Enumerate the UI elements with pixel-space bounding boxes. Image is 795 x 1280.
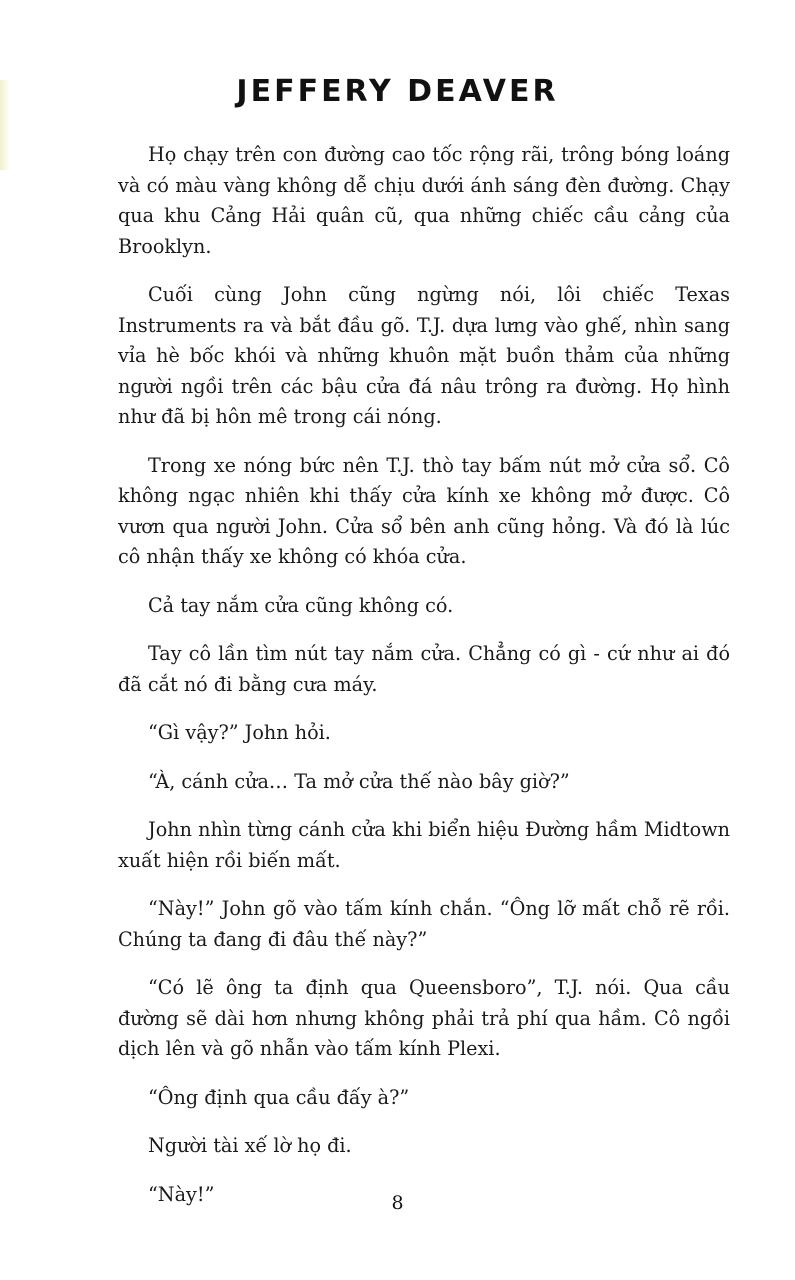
paragraph: “Này!” John gõ vào tấm kính chắn. “Ông lỡ mất chỗ rẽ rồi. Chúng ta đang đi đâu thế này?” — [118, 897, 730, 951]
paragraph: Cuối cùng John cũng ngừng nói, lôi chiếc Texas Instruments ra và bắt đầu gõ. T.J. dựa lưng vào ghế, nhìn sang vỉa hè bốc khói và những khuôn mặt buồn thảm của những người ngồi trên các bậu cửa đá nâu trông ra đường. Họ hình như đã bị hôn mê trong cái nóng. — [118, 283, 730, 428]
paragraph: “À, cánh cửa… Ta mở cửa thế nào bây giờ?” — [148, 769, 570, 793]
paragraph: “Ông định qua cầu đấy à?” — [148, 1085, 410, 1109]
body-text — [118, 140, 730, 1228]
paragraph: Họ chạy trên con đường cao tốc rộng rãi, trông bóng loáng và có màu vàng không dễ chịu dưới ánh sáng đèn đường. Chạy qua khu Cảng Hải quân cũ, qua những chiếc cầu cảng của Brooklyn. — [118, 143, 730, 258]
paragraph: Cả tay nắm cửa cũng không có. — [148, 593, 454, 617]
paragraph: Trong xe nóng bức nên T.J. thò tay bấm nút mở cửa sổ. Cô không ngạc nhiên khi thấy cửa kính xe không mở được. Cô vươn qua người John. Cửa sổ bên anh cũng hỏng. Và đó là lúc cô nhận thấy xe không có khóa cửa. — [118, 453, 730, 568]
paragraph: “Có lẽ ông ta định qua Queensboro”, T.J. nói. Qua cầu đường sẽ dài hơn nhưng không phải trả phí qua hầm. Cô ngồi dịch lên và gõ nhẫn vào tấm kính Plexi. — [118, 976, 730, 1060]
paragraph: John nhìn từng cánh cửa khi biển hiệu Đường hầm Midtown xuất hiện rồi biến mất. — [118, 818, 730, 872]
paragraph: “Này!” — [148, 1182, 215, 1206]
running-header-author: JEFFERY DEAVER — [236, 74, 559, 109]
paragraph: “Gì vậy?” John hỏi. — [148, 721, 331, 744]
paragraph: Người tài xế lờ họ đi. — [148, 1134, 352, 1157]
paragraph: Tay cô lần tìm nút tay nắm cửa. Chẳng có gì - cứ như ai đó đã cắt nó đi bằng cưa máy. — [118, 642, 730, 696]
page-number: 8 — [391, 1192, 404, 1214]
